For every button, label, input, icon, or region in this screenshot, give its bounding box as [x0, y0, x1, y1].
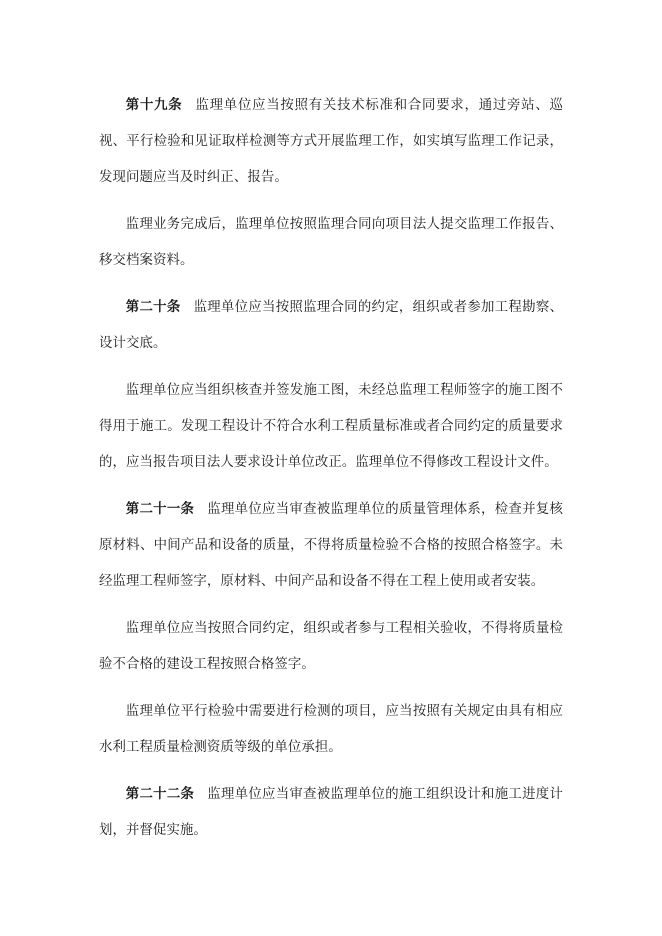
paragraph-text: 监理业务完成后，监理单位按照监理合同向项目法人提交监理工作报告、移交档案资料。 [99, 217, 563, 268]
paragraph-text: 监理单位应当按照有关技术标准和合同要求，通过旁站、巡视、平行检验和见证取样检测等方式开展监理工作，如实填写监理工作记录，发现问题应当及时纠正、报告。 [99, 98, 563, 185]
paragraph-text: 监理单位应当审查被监理单位的质量管理体系，检查并复核原材料、中间产品和设备的质量，不得将质量检验不合格的按照合格签字。未经监理工程师签字，原材料、中间产品和设备不得在工程上使用或者安装。 [99, 502, 563, 589]
paragraph-article-20 [99, 290, 563, 362]
paragraph-text: 监理单位应当按照监理合同的约定，组织或者参加工程勘察、设计交底。 [99, 300, 563, 351]
paragraph-article-21 [99, 492, 563, 600]
paragraph-drawings [99, 373, 563, 481]
paragraph-article-19 [99, 88, 563, 196]
article-number: 第十九条 [125, 98, 183, 113]
paragraph-text: 监理单位应当按照合同约定，组织或者参与工程相关验收，不得将质量检验不合格的建设工程按照合格签字。 [99, 621, 563, 672]
paragraph-testing [99, 694, 563, 766]
article-number: 第二十一条 [125, 502, 195, 517]
paragraph-report [99, 207, 563, 279]
paragraph-article-22 [99, 777, 563, 849]
paragraph-text: 监理单位应当组织核查并签发施工图，未经总监理工程师签字的施工图不得用于施工。发现工程设计不符合水利工程质量标准或者合同约定的质量要求的，应当报告项目法人要求设计单位改正。监理单位不得修改工程设计文件。 [99, 383, 563, 470]
article-number: 第二十条 [125, 300, 181, 315]
paragraph-acceptance [99, 611, 563, 683]
paragraph-text: 监理单位平行检验中需要进行检测的项目，应当按照有关规定由具有相应水利工程质量检测资质等级的单位承担。 [99, 704, 563, 755]
paragraph-text: 监理单位应当审查被监理单位的施工组织设计和施工进度计划，并督促实施。 [99, 787, 563, 838]
document-page [99, 88, 563, 860]
article-number: 第二十二条 [125, 787, 195, 802]
